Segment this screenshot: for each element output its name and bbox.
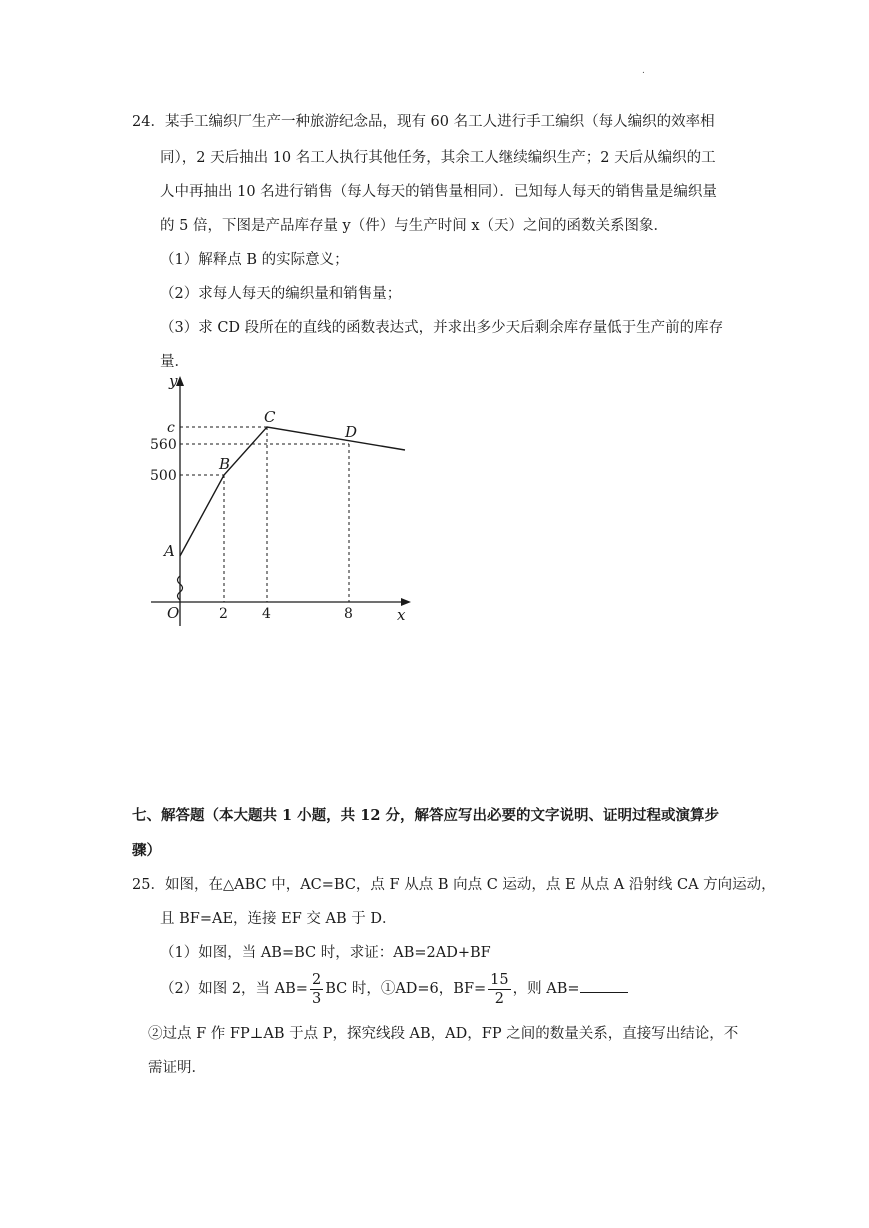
q25-sub2-part-c: ，则 AB= bbox=[512, 981, 580, 997]
section7-heading-line2: 骤） bbox=[132, 842, 161, 859]
fraction-numerator: 15 bbox=[490, 971, 509, 988]
answer-blank[interactable] bbox=[580, 978, 628, 993]
q24-line3: 人中再抽出 10 名进行销售（每人每天的销售量相同）．已知每人每天的销售量是编织量 bbox=[160, 184, 717, 200]
point-a-label: A bbox=[164, 542, 175, 560]
y-tick-560: 560 bbox=[150, 437, 177, 453]
q24-line4: 的 5 倍，下图是产品库存量 y（件）与生产时间 x（天）之间的函数关系图象． bbox=[160, 218, 669, 234]
corner-mark: . bbox=[642, 66, 645, 76]
x-axis-arrow bbox=[401, 598, 411, 606]
point-c-label: C bbox=[264, 408, 276, 426]
q25-line1: 25．如图，在△ABC 中，AC=BC，点 F 从点 B 向点 C 运动，点 E 从点 A 沿射线 CA 方向运动， bbox=[132, 877, 776, 893]
y-axis-label: y bbox=[169, 372, 178, 390]
fraction-numerator: 2 bbox=[311, 971, 322, 988]
x-axis-label: x bbox=[397, 606, 406, 624]
y-tick-c: c bbox=[167, 420, 175, 436]
function-line bbox=[180, 427, 405, 556]
q25-sub2-part-a: （2）如图 2，当 AB= bbox=[160, 981, 308, 997]
q24-line2: 同），2 天后抽出 10 名工人执行其他任务，其余工人继续编织生产；2 天后从编织的工 bbox=[160, 150, 716, 166]
origin-label: O bbox=[167, 604, 180, 622]
point-b-label: B bbox=[219, 455, 231, 473]
fraction-two-thirds bbox=[310, 971, 323, 1008]
x-tick-4: 4 bbox=[262, 606, 271, 622]
q24-sub2: （2）求每人每天的编织量和销售量； bbox=[160, 286, 402, 302]
q25-sub2-2-line2: 需证明． bbox=[148, 1060, 206, 1076]
q25-line2: 且 BF=AE，连接 EF 交 AB 于 D． bbox=[160, 911, 397, 927]
y-tick-500: 500 bbox=[150, 468, 177, 484]
fraction-denominator: 2 bbox=[494, 990, 504, 1007]
q24-sub1: （1）解释点 B 的实际意义； bbox=[160, 252, 349, 268]
x-tick-8: 8 bbox=[344, 606, 353, 622]
section7-heading-line1: 七、解答题（本大题共 1 小题，共 12 分，解答应写出必要的文字说明、证明过程或演算步 bbox=[132, 807, 719, 824]
q25-sub2-2-line1: ②过点 F 作 FP⊥AB 于点 P，探究线段 AB，AD，FP 之间的数量关系，直接写出结论，不 bbox=[148, 1026, 739, 1042]
q25-sub1: （1）如图，当 AB=BC 时，求证：AB=2AD+BF bbox=[160, 945, 491, 961]
x-tick-2: 2 bbox=[219, 606, 228, 622]
q25-sub2 bbox=[160, 970, 628, 1008]
fraction-denominator: 3 bbox=[311, 990, 322, 1007]
fraction-fifteen-halves bbox=[488, 971, 510, 1008]
point-d-label: D bbox=[345, 423, 358, 441]
guide-lines bbox=[180, 427, 349, 602]
q25-sub2-part-b: BC 时，①AD=6，BF= bbox=[325, 981, 487, 997]
q24-line1: 24．某手工编织厂生产一种旅游纪念品，现有 60 名工人进行手工编织（每人编织的效率相 bbox=[132, 114, 715, 130]
q24-sub3-cont: 量． bbox=[160, 354, 189, 370]
q24-sub3: （3）求 CD 段所在的直线的函数表达式，并求出多少天后剩余库存量低于生产前的库存 bbox=[160, 320, 724, 336]
inventory-graph bbox=[145, 368, 420, 633]
